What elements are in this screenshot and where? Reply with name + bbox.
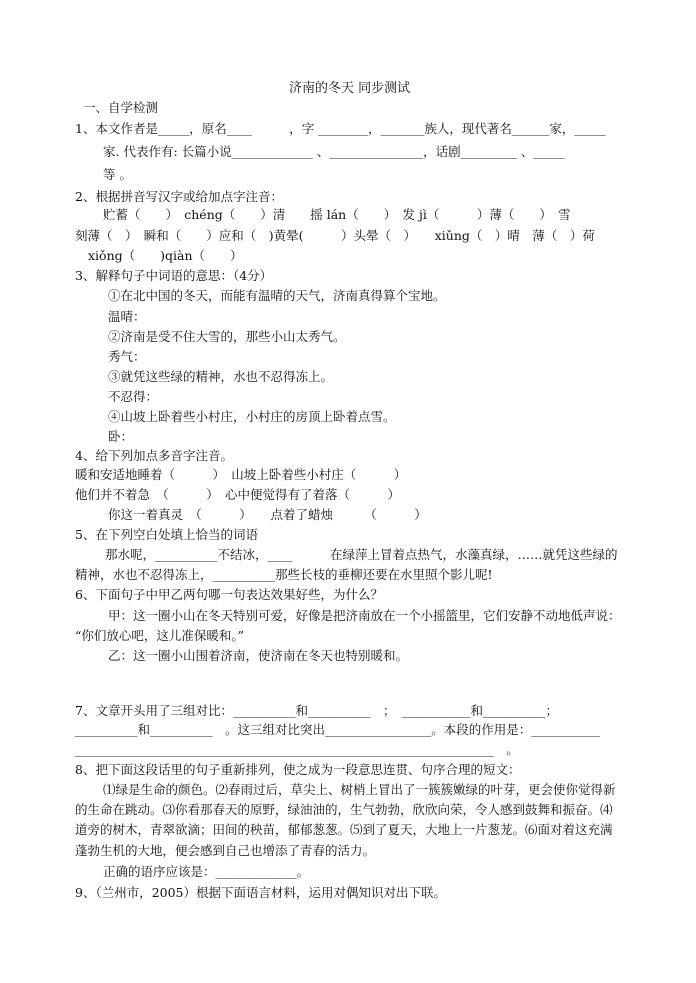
question-line: 7、文章开头用了三组对比：__________和__________ ； ___________和__________；	[75, 703, 558, 718]
question-line: 秀气：	[108, 349, 146, 364]
question-line: 9、（兰州市，2005）根据下面语言材料，运用对偶知识对出下联。	[75, 885, 447, 900]
section-heading: 一、自学检测	[83, 100, 159, 115]
question-line: 精神，水也不忍得冻上，__________那些长枝的垂柳还要在水里照个影儿呢!	[75, 567, 493, 582]
question-line: 3、解释句子中词语的意思：（4分）	[75, 268, 273, 283]
question-line: ②济南是受不住大雪的，那些小山太秀气。	[108, 329, 346, 344]
question-line: ⑴绿是生命的颜色。⑵春雨过后，草尖上、树梢上冒出了一簇簇嫩绿的叶芽，更会使你觉得新	[103, 782, 616, 797]
question-line: 5、在下列空白处填上恰当的词语	[75, 527, 258, 542]
question-line: 的生命在跳动。⑶你看那春天的原野，绿油油的，生气勃勃，欣欣向荣，令人感到鼓舞和振奋。⑷	[75, 802, 613, 817]
question-line: 不忍得：	[108, 389, 159, 404]
question-line: 正确的语序应该是：_____________。	[103, 864, 310, 879]
question-line: 甲：这一圈小山在冬天特别可爱，好像是把济南放在一个小摇篮里，它们安静不动地低声说：	[108, 608, 621, 623]
question-line: 你这一着真灵 （ ） 点着了蜡烛 （ ）	[108, 507, 427, 522]
question-line: 那水呢，__________不结冰，____ 在绿萍上冒着点热气，水藻真绿，……就凭这些绿的	[105, 547, 618, 562]
question-line: 等 。	[103, 167, 132, 182]
question-line: 家. 代表作有: 长篇小说_____________ 、_______________，话剧_________ 、_____	[103, 144, 565, 159]
question-line: 乙：这一圈小山围着济南，使济南在冬天也特别暖和。	[108, 648, 409, 663]
question-line: ③就凭这些绿的精神，水也不忍得冻上。	[108, 369, 334, 384]
question-line: xiǒng（ )qiàn（ ）	[88, 248, 243, 263]
question-line: “你们放心吧，这儿准保暖和。”	[75, 628, 245, 643]
question-line: 蓬勃生机的大地，便会感到自己也增添了青春的活力。	[75, 843, 376, 858]
question-line: ①在北中国的冬天，而能有温晴的天气，济南真得算个宝地。	[108, 288, 446, 303]
question-line: 4、给下列加点多音字注音。	[75, 448, 233, 463]
question-line: ④山坡上卧着些小村庄，小村庄的房顶上卧着点雪。	[108, 409, 396, 424]
question-line: 暖和安适地睡着（ ） 山坡上卧着些小村庄（ ）	[75, 467, 407, 482]
question-line: 卧：	[108, 429, 134, 444]
question-line: 1、本文作者是_____，原名____ ，字 ________，_______族人，现代著名______家，_____	[75, 121, 606, 136]
question-line: 刻薄（ ） 瞬和（ ）应和（ )黄晕( ）头晕（ ） xiǔng（ ）晴 薄（ ）荷	[75, 228, 595, 243]
question-line: 道旁的树木，青翠欲滴；田间的秧苗，郁郁葱葱。⑸到了夏天，大地上一片葱茏。⑹面对着这充满	[75, 822, 613, 837]
question-line: 贮蓄（ ） chéng（ ）清 摇 lán（ ） 发 jì（ ）薄（ ） 雪	[103, 207, 571, 222]
question-line: 2、根据拼音写汉字或给加点字注音：	[75, 189, 283, 204]
page-title: 济南的冬天 同步测试	[289, 81, 411, 96]
question-line: 温晴：	[108, 309, 146, 324]
question-line: ___________________________________________________________________ 。	[75, 742, 519, 757]
question-line: __________和__________ 。这三组对比突出_________________。本段的作用是：___________	[75, 722, 601, 737]
question-line: 6、下面句子中甲乙两句哪一句表达效果好些，为什么？	[75, 587, 383, 602]
question-line: 8、把下面这段话里的句子重新排列，使之成为一段意思连贯、句序合理的短文：	[75, 762, 521, 777]
question-line: 他们并不着急 （ ） 心中便觉得有了着落（ ）	[75, 487, 401, 502]
